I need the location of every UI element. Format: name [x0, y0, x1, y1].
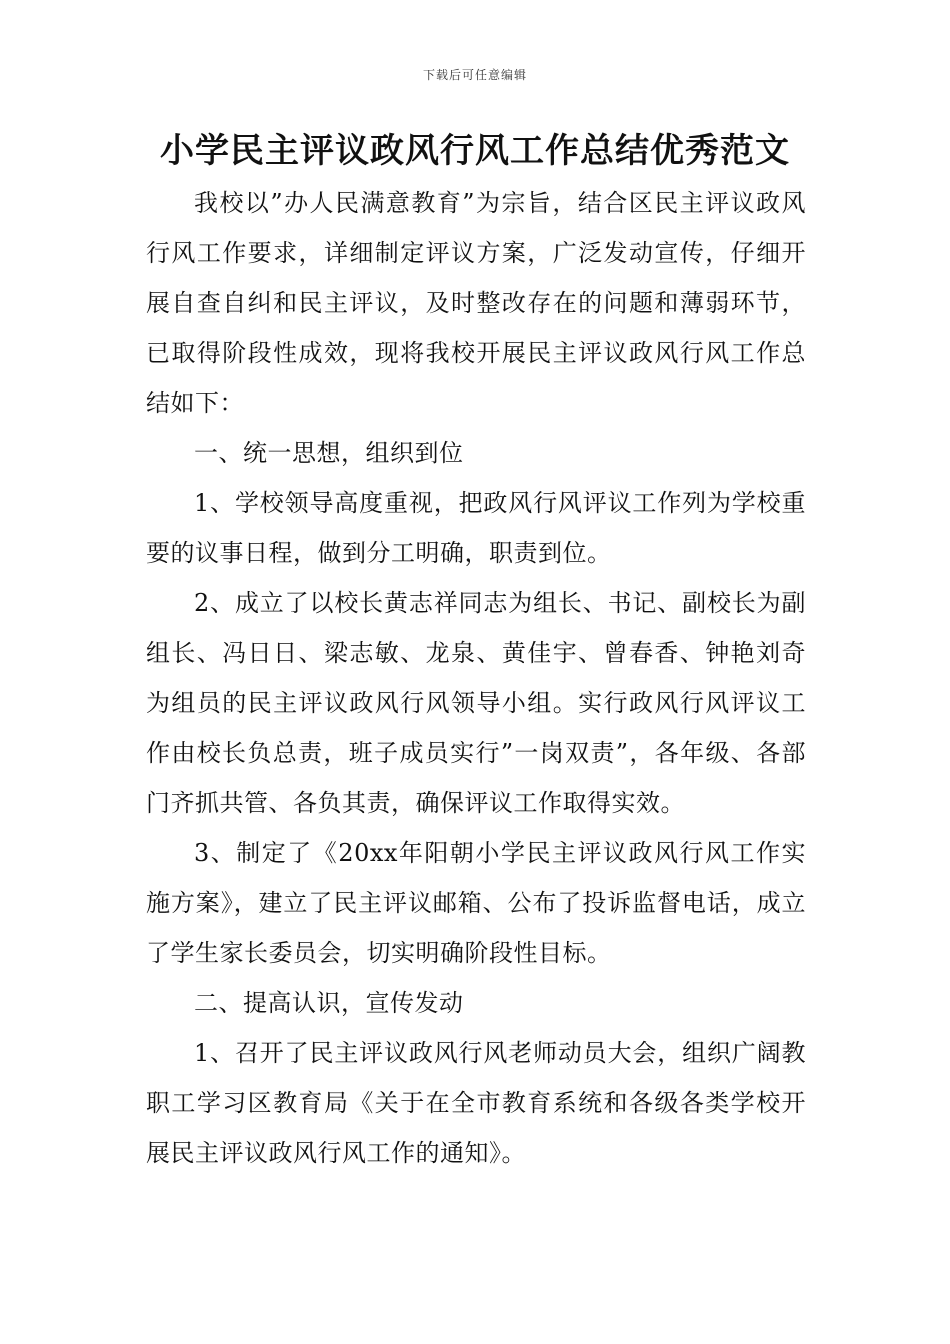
- document-body: [146, 178, 806, 1178]
- section-heading-2: 二、提高认识，宣传发动: [194, 989, 464, 1017]
- header-note: 下载后可任意编辑: [422, 68, 527, 82]
- section-heading-1: 一、统一思想，组织到位: [194, 439, 464, 467]
- paragraph-1-1: 1、学校领导高度重视，把政风行风评议工作列为学校重要的议事日程，做到分工明确，职责到位。: [146, 489, 806, 567]
- paragraph-2-1: 1、召开了民主评议政风行风老师动员大会，组织广阔教职工学习区教育局《关于在全市教育系统和各级各类学校开展民主评议政风行风工作的通知》。: [146, 1039, 806, 1167]
- paragraph-1-3: 3、制定了《20xx年阳朝小学民主评议政风行风工作实施方案》，建立了民主评议邮箱、公布了投诉监督电话，成立了学生家长委员会，切实明确阶段性目标。: [146, 839, 806, 967]
- document-title: 小学民主评议政风行风工作总结优秀范文: [160, 131, 790, 171]
- paragraph-1-2: 2、成立了以校长黄志祥同志为组长、书记、副校长为副组长、冯日日、梁志敏、龙泉、黄佳宇、曾春香、钟艳刘奇为组员的民主评议政风行风领导小组。实行政风行风评议工作由校长负总责，班子成员实行”一岗双责”，各年级、各部门齐抓共管、各负其责，确保评议工作取得实效。: [146, 589, 806, 817]
- paragraph-intro: 我校以”办人民满意教育”为宗旨，结合区民主评议政风行风工作要求，详细制定评议方案，广泛发动宣传，仔细开展自查自纠和民主评议，及时整改存在的问题和薄弱环节，已取得阶段性成效，现将我校开展民主评议政风行风工作总结如下：: [146, 189, 806, 417]
